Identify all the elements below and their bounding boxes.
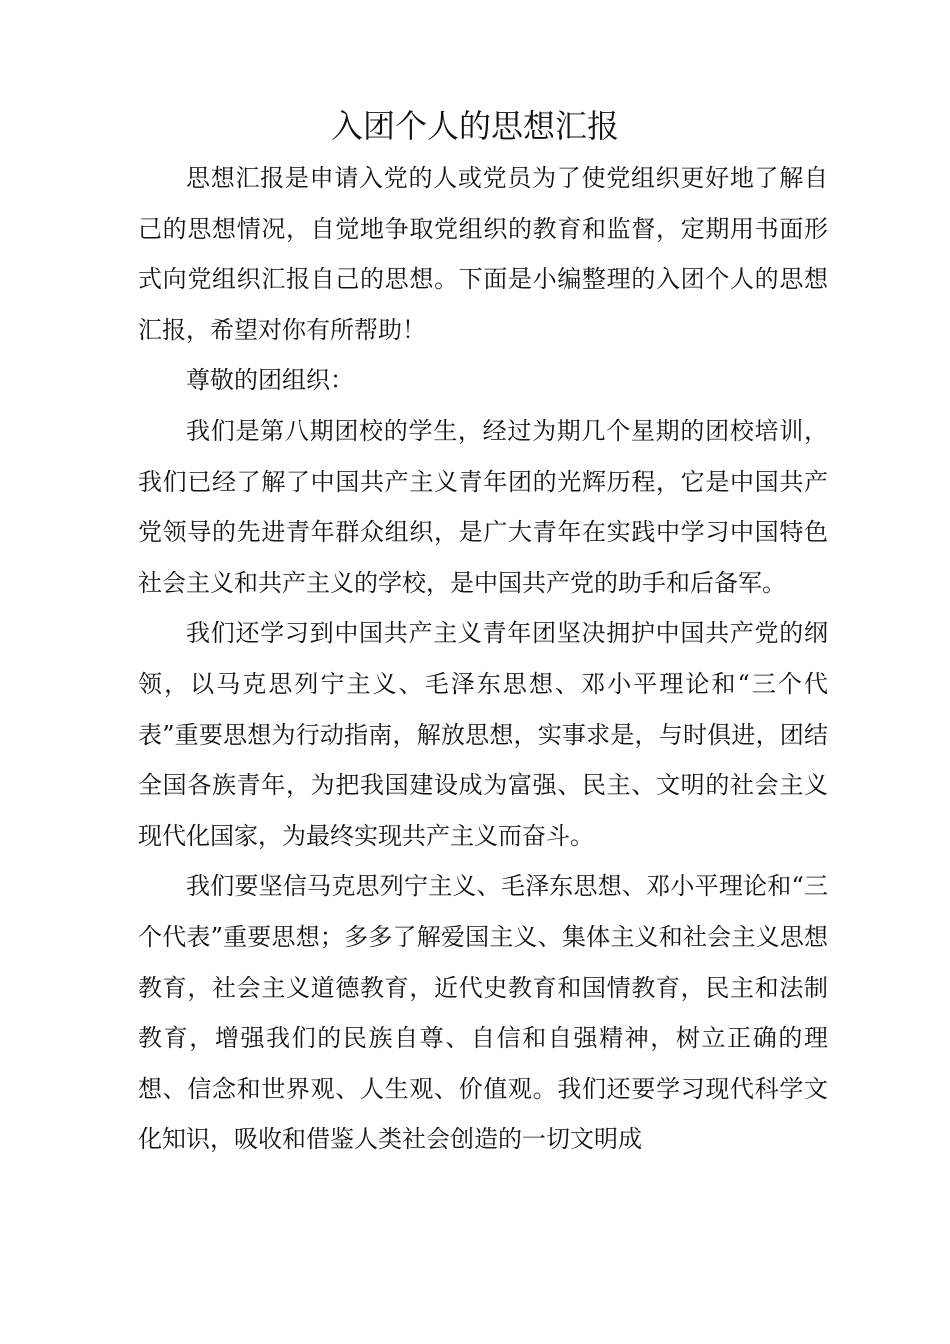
- body-paragraph-2: 我们还学习到中国共产主义青年团坚决拥护中国共产党的纲领，以马克思列宁主义、毛泽东思想、邓小平理论和“三个代表”重要思想为行动指南，解放思想，实事求是，与时俱进，团结全国各族青年，为把我国建设成为富强、民主、文明的社会主义现代化国家，为最终实现共产主义而奋斗。: [138, 619, 828, 850]
- body-paragraph-1: 我们是第八期团校的学生，经过为期几个星期的团校培训，我们已经了解了中国共产主义青年团的光辉历程，它是中国共产党领导的先进青年群众组织，是广大青年在实践中学习中国特色社会主义和共产主义的学校，是中国共产党的助手和后备军。: [138, 416, 828, 597]
- document-body: [138, 153, 828, 1165]
- salutation: 尊敬的团组织：: [186, 366, 354, 395]
- document-title: 入团个人的思想汇报: [330, 107, 619, 145]
- body-paragraph-3: 我们要坚信马克思列宁主义、毛泽东思想、邓小平理论和“三个代表”重要思想；多多了解爱国主义、集体主义和社会主义思想教育，社会主义道德教育，近代史教育和国情教育，民主和法制教育，增强我们的民族自尊、自信和自强精神，树立正确的理想、信念和世界观、人生观、价值观。我们还要学习现代科学文化知识，吸收和借鉴人类社会创造的一切文明成: [138, 872, 828, 1154]
- intro-paragraph: 思想汇报是申请入党的人或党员为了使党组织更好地了解自己的思想情况，自觉地争取党组织的教育和监督，定期用书面形式向党组织汇报自己的思想。下面是小编整理的入团个人的思想汇报，希望对你有所帮助！: [138, 164, 828, 344]
